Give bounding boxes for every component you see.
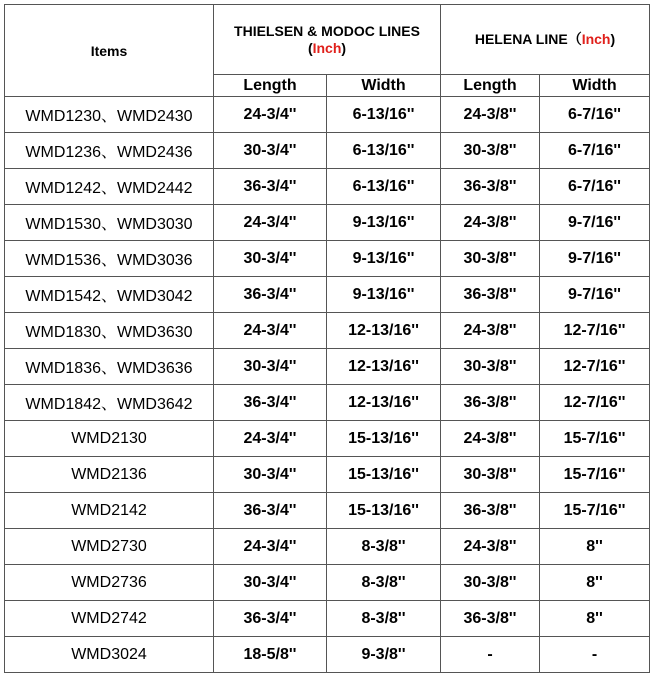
- thielsen-length-cell: 24-3/4'': [214, 421, 327, 457]
- helena-length-cell: 36-3/8'': [441, 169, 540, 205]
- thielsen-length-cell: 36-3/4'': [214, 277, 327, 313]
- item-cell: WMD2742: [5, 601, 214, 637]
- helena-length-cell: 24-3/8'': [441, 421, 540, 457]
- thielsen-modoc-group-header: [214, 5, 441, 75]
- thielsen-width-cell: 6-13/16'': [327, 169, 441, 205]
- item-cell: WMD1530、WMD3030: [5, 205, 214, 241]
- item-cell: WMD1236、WMD2436: [5, 133, 214, 169]
- table-row: [5, 277, 650, 313]
- thielsen-length-cell: 24-3/4'': [214, 205, 327, 241]
- table-row: [5, 313, 650, 349]
- item-cell: WMD1842、WMD3642: [5, 385, 214, 421]
- helena-length-cell: 36-3/8'': [441, 277, 540, 313]
- helena-width-cell: 12-7/16'': [540, 313, 650, 349]
- table-row: [5, 169, 650, 205]
- table-row: [5, 601, 650, 637]
- thielsen-width-cell: 8-3/8'': [327, 529, 441, 565]
- helena-length-cell: 36-3/8'': [441, 385, 540, 421]
- helena-length-header: Length: [441, 75, 540, 97]
- thielsen-width-cell: 9-13/16'': [327, 241, 441, 277]
- helena-width-cell: 6-7/16'': [540, 97, 650, 133]
- helena-width-header: Width: [540, 75, 650, 97]
- helena-width-cell: 12-7/16'': [540, 349, 650, 385]
- helena-title: HELENA LINE: [474, 31, 568, 47]
- helena-width-cell: 15-7/16'': [540, 457, 650, 493]
- table-row: [5, 565, 650, 601]
- thielsen-length-cell: 30-3/4'': [214, 457, 327, 493]
- helena-length-cell: 24-3/8'': [441, 529, 540, 565]
- helena-length-cell: 24-3/8'': [441, 97, 540, 133]
- thielsen-width-header: Width: [327, 75, 441, 97]
- table-row: [5, 241, 650, 277]
- thielsen-length-header: Length: [214, 75, 327, 97]
- item-cell: WMD2136: [5, 457, 214, 493]
- item-cell: WMD2730: [5, 529, 214, 565]
- helena-length-cell: 36-3/8'': [441, 493, 540, 529]
- helena-length-cell: 30-3/8'': [441, 241, 540, 277]
- thielsen-length-cell: 18-5/8'': [214, 637, 327, 673]
- helena-width-cell: 8'': [540, 529, 650, 565]
- thielsen-width-cell: 12-13/16'': [327, 385, 441, 421]
- helena-width-cell: 8'': [540, 601, 650, 637]
- thielsen-length-cell: 30-3/4'': [214, 133, 327, 169]
- thielsen-length-cell: 36-3/4'': [214, 169, 327, 205]
- thielsen-length-cell: 36-3/4'': [214, 601, 327, 637]
- table-row: [5, 421, 650, 457]
- helena-length-cell: -: [441, 637, 540, 673]
- helena-width-cell: 9-7/16'': [540, 205, 650, 241]
- table-row: [5, 385, 650, 421]
- thielsen-length-cell: 30-3/4'': [214, 241, 327, 277]
- thielsen-length-cell: 36-3/4'': [214, 493, 327, 529]
- helena-length-cell: 24-3/8'': [441, 313, 540, 349]
- table-row: [5, 205, 650, 241]
- item-cell: WMD3024: [5, 637, 214, 673]
- helena-width-cell: 6-7/16'': [540, 169, 650, 205]
- header-row-groups: [5, 5, 650, 75]
- thielsen-width-cell: 8-3/8'': [327, 565, 441, 601]
- table-row: [5, 457, 650, 493]
- helena-width-cell: -: [540, 637, 650, 673]
- item-cell: WMD2130: [5, 421, 214, 457]
- thielsen-width-cell: 12-13/16'': [327, 313, 441, 349]
- table-row: [5, 133, 650, 169]
- thielsen-modoc-unit: Inch: [312, 39, 342, 56]
- helena-length-cell: 30-3/8'': [441, 457, 540, 493]
- helena-length-cell: 36-3/8'': [441, 601, 540, 637]
- thielsen-modoc-title: THIELSEN & MODOC LINES: [234, 22, 420, 39]
- helena-width-cell: 15-7/16'': [540, 493, 650, 529]
- thielsen-length-cell: 24-3/4'': [214, 529, 327, 565]
- helena-width-cell: 9-7/16'': [540, 277, 650, 313]
- helena-unit: Inch: [581, 31, 611, 47]
- size-spec-table: [4, 4, 650, 673]
- item-cell: WMD2142: [5, 493, 214, 529]
- helena-unit-open: （: [567, 31, 582, 47]
- thielsen-width-cell: 15-13/16'': [327, 493, 441, 529]
- item-cell: WMD1242、WMD2442: [5, 169, 214, 205]
- thielsen-length-cell: 36-3/4'': [214, 385, 327, 421]
- item-cell: WMD1836、WMD3636: [5, 349, 214, 385]
- thielsen-width-cell: 8-3/8'': [327, 601, 441, 637]
- thielsen-modoc-unit-open: (: [307, 39, 313, 56]
- thielsen-width-cell: 12-13/16'': [327, 349, 441, 385]
- table-row: [5, 493, 650, 529]
- thielsen-modoc-unit-close: ): [341, 39, 347, 56]
- helena-length-cell: 30-3/8'': [441, 133, 540, 169]
- table-body: [5, 97, 650, 673]
- thielsen-width-cell: 15-13/16'': [327, 457, 441, 493]
- item-cell: WMD1536、WMD3036: [5, 241, 214, 277]
- helena-group-header: [441, 5, 650, 75]
- thielsen-width-cell: 6-13/16'': [327, 133, 441, 169]
- item-cell: WMD1542、WMD3042: [5, 277, 214, 313]
- thielsen-width-cell: 9-13/16'': [327, 205, 441, 241]
- helena-width-cell: 8'': [540, 565, 650, 601]
- helena-length-cell: 30-3/8'': [441, 349, 540, 385]
- thielsen-length-cell: 24-3/4'': [214, 97, 327, 133]
- thielsen-width-cell: 15-13/16'': [327, 421, 441, 457]
- item-cell: WMD1230、WMD2430: [5, 97, 214, 133]
- table-row: [5, 349, 650, 385]
- thielsen-length-cell: 30-3/4'': [214, 565, 327, 601]
- item-cell: WMD1830、WMD3630: [5, 313, 214, 349]
- helena-length-cell: 24-3/8'': [441, 205, 540, 241]
- thielsen-width-cell: 9-13/16'': [327, 277, 441, 313]
- helena-width-cell: 6-7/16'': [540, 133, 650, 169]
- table-row: [5, 97, 650, 133]
- helena-length-cell: 30-3/8'': [441, 565, 540, 601]
- thielsen-length-cell: 24-3/4'': [214, 313, 327, 349]
- table-row: [5, 637, 650, 673]
- items-column-header: Items: [5, 5, 214, 97]
- helena-width-cell: 12-7/16'': [540, 385, 650, 421]
- helena-width-cell: 9-7/16'': [540, 241, 650, 277]
- helena-unit-close: ): [610, 31, 616, 47]
- table-row: [5, 529, 650, 565]
- thielsen-length-cell: 30-3/4'': [214, 349, 327, 385]
- thielsen-width-cell: 6-13/16'': [327, 97, 441, 133]
- item-cell: WMD2736: [5, 565, 214, 601]
- thielsen-width-cell: 9-3/8'': [327, 637, 441, 673]
- helena-width-cell: 15-7/16'': [540, 421, 650, 457]
